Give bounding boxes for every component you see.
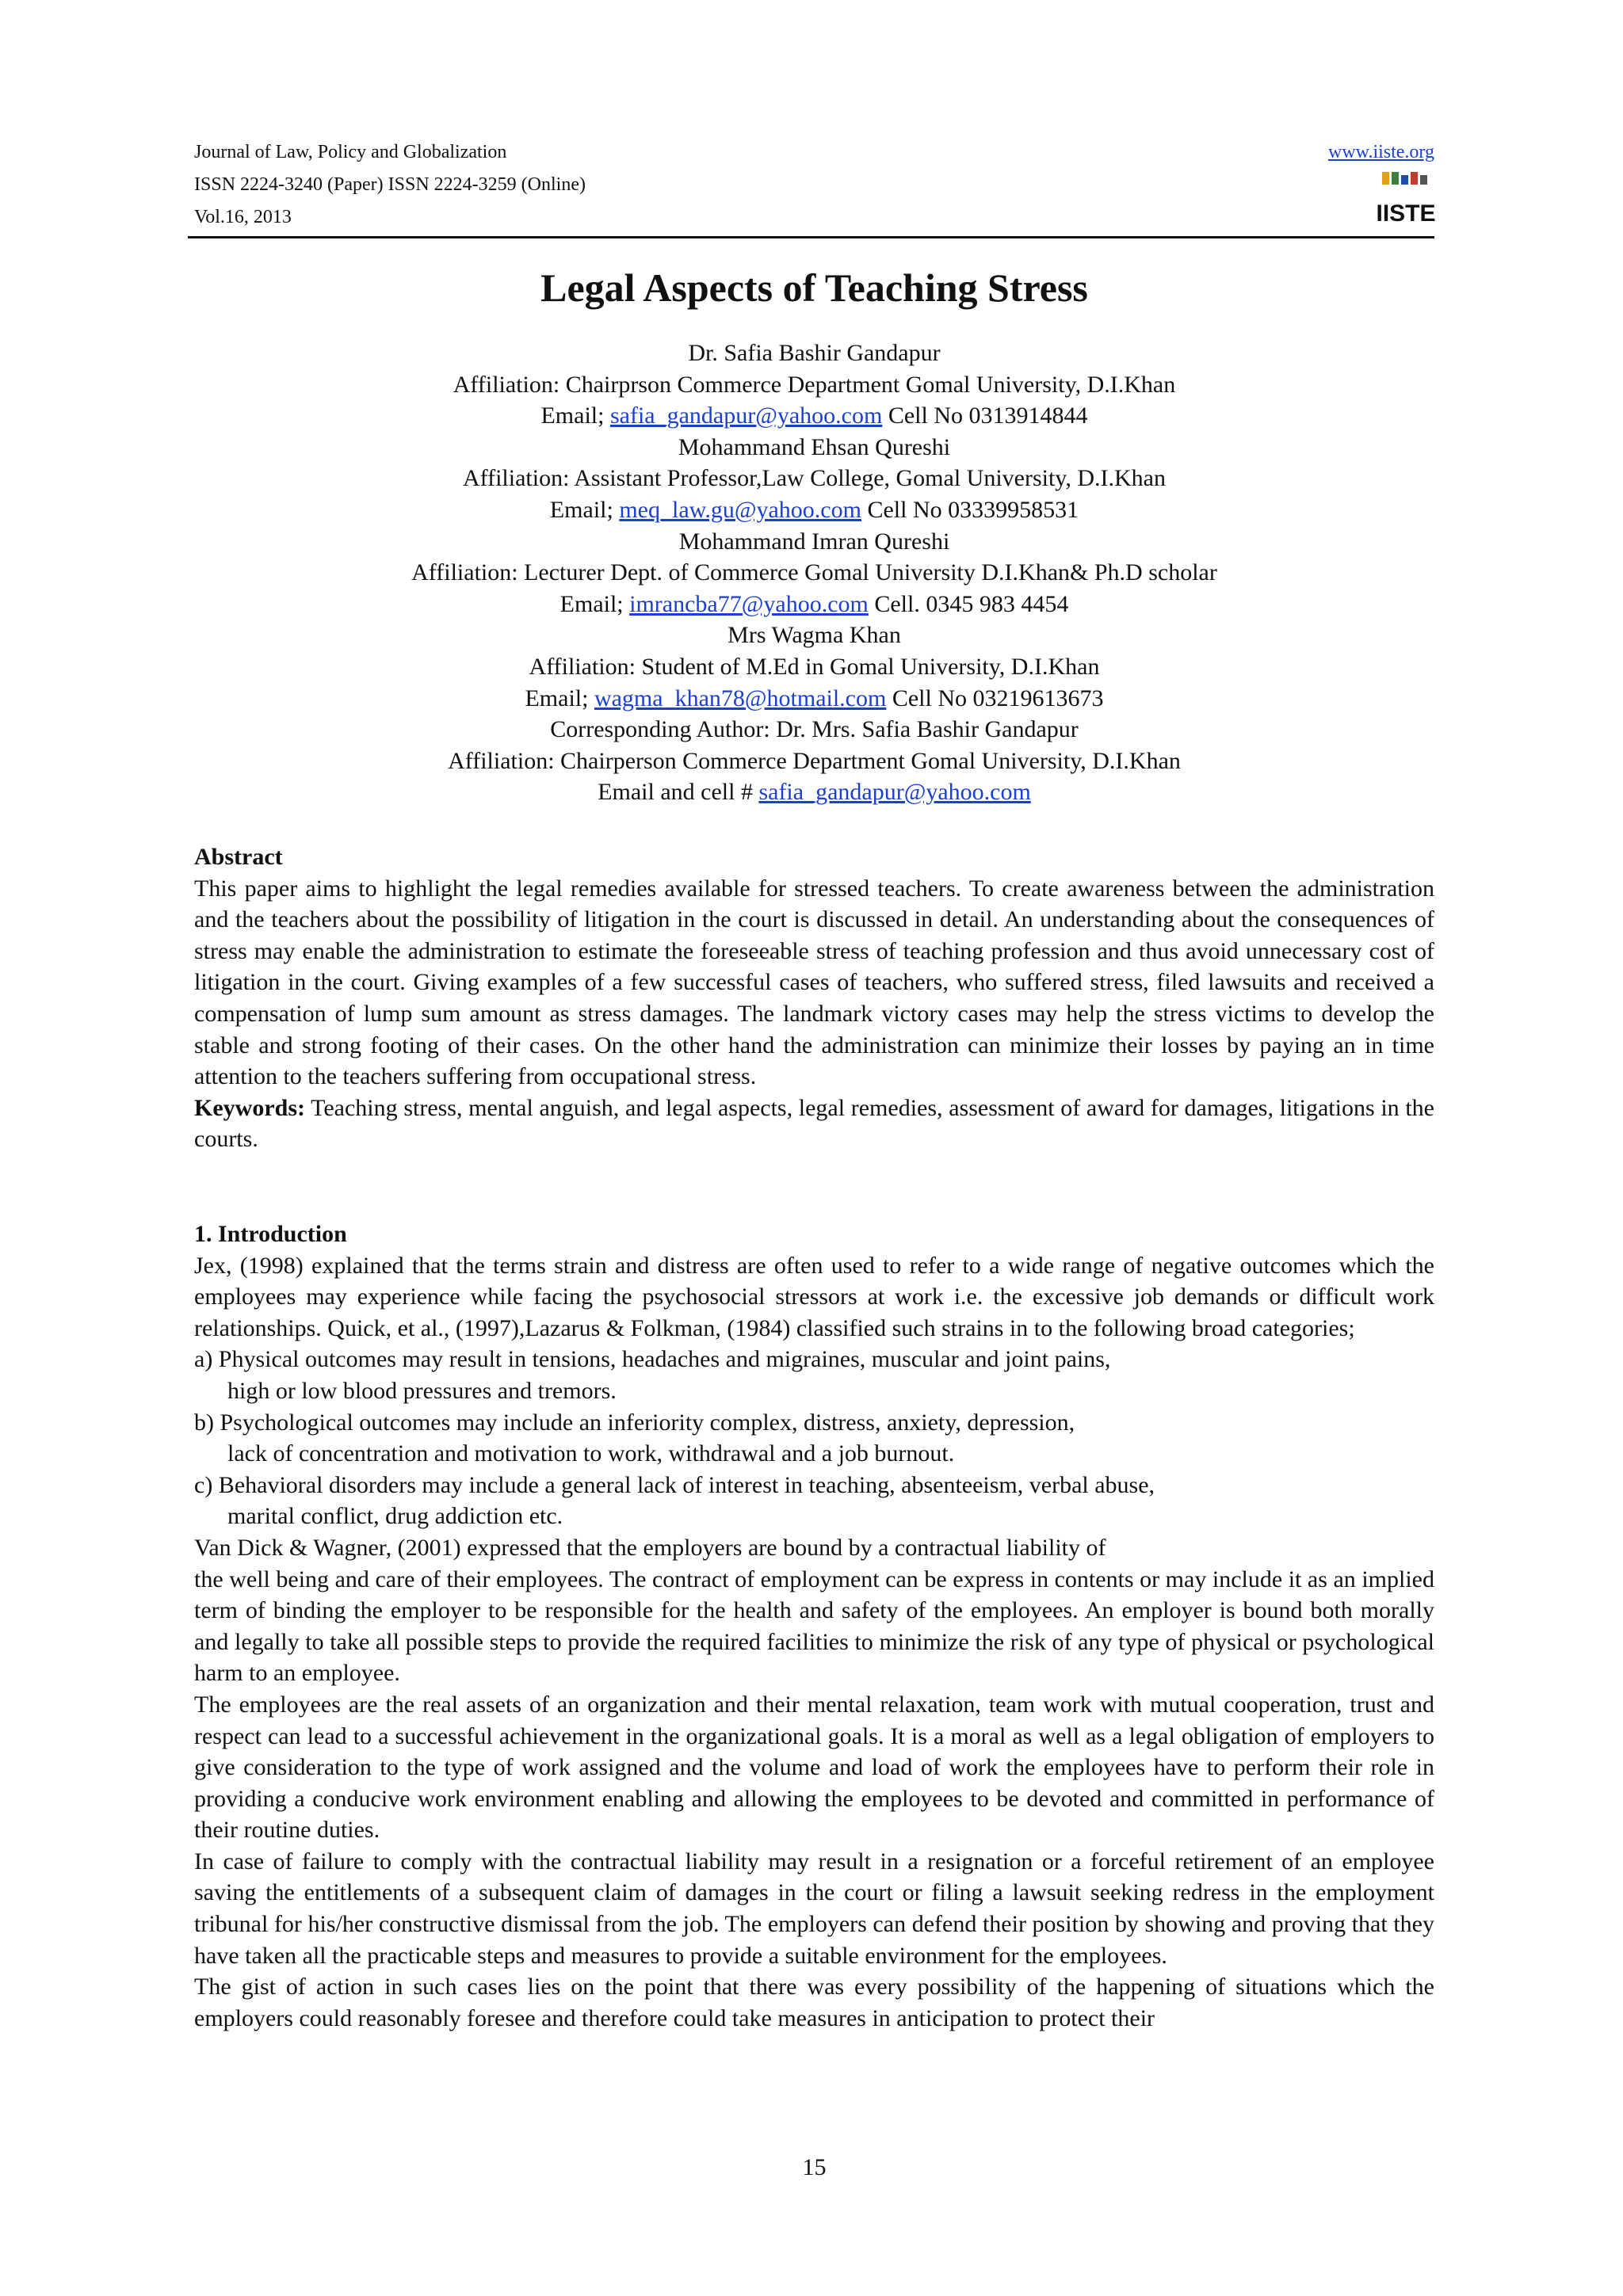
email-link[interactable]: safia_gandapur@yahoo.com bbox=[609, 402, 883, 429]
iiste-logo-icon bbox=[1376, 170, 1436, 227]
abstract-section bbox=[194, 841, 1434, 1155]
paragraph: The employees are the real assets of an organization and their mental relaxation, team work with mutual cooperation, trust and respect can lead to a successful achievement in the organizational goals. It is a moral as well as a legal obligation of employers to give consideration to the type of work assigned and the volume and load of work the employees have to perform their role in providing a conducive work environment enabling and allowing the employees to be devoted and committed in performance of their routine duties. bbox=[194, 1691, 1434, 1844]
introduction-heading: 1. Introduction bbox=[194, 1221, 347, 1247]
author-line: Mohammand Ehsan Qureshi bbox=[678, 433, 951, 460]
running-header bbox=[194, 136, 1434, 235]
author-line: Mrs Wagma Khan bbox=[727, 622, 901, 649]
author-block bbox=[194, 338, 1434, 808]
email-line: Email; safia_gandapur@yahoo.com Cell No 0313914844 bbox=[540, 402, 1088, 429]
keywords-text: Teaching stress, mental anguish, and legal aspects, legal remedies, assessment of award for damages, litigations in the courts. bbox=[194, 1094, 1434, 1153]
header-rule bbox=[188, 236, 1434, 238]
affiliation-line: Affiliation: Assistant Professor,Law College, Gomal University, D.I.Khan bbox=[462, 465, 1166, 492]
paragraph: In case of failure to comply with the contractual liability may result in a resignation or a forceful retirement of an employee saving the entitlements of a subsequent claim of damages in the court or filing a lawsuit seeking redress in the employment tribunal for his/her constructive dismissal from the job. The employers can defend their position by showing and proving that they have taken all the practicable steps and measures to provide a suitable environment for the employees. bbox=[194, 1848, 1434, 1969]
author-line: Dr. Safia Bashir Gandapur bbox=[688, 340, 941, 366]
list-item: c) Behavioral disorders may include a general lack of interest in teaching, absenteeism, verbal abuse, marital conflict, drug addiction etc. bbox=[194, 1471, 1155, 1530]
affiliation-line: Affiliation: Student of M.Ed in Gomal University, D.I.Khan bbox=[529, 653, 1100, 680]
logo-lettering: IISTE bbox=[1376, 200, 1436, 227]
journal-name: Journal of Law, Policy and Globalization bbox=[194, 142, 507, 162]
email-link[interactable]: wagma_khan78@hotmail.com bbox=[594, 685, 887, 711]
affiliation-line: Affiliation: Chairperson Commerce Department Gomal University, D.I.Khan bbox=[448, 747, 1181, 774]
email-line: Email and cell # safia_gandapur@yahoo.com bbox=[598, 779, 1031, 806]
website-link[interactable]: www.iiste.org bbox=[1328, 142, 1434, 162]
keywords-label: Keywords: bbox=[194, 1094, 305, 1121]
email-link[interactable]: safia_gandapur@yahoo.com bbox=[758, 779, 1031, 806]
introduction-section bbox=[194, 1219, 1434, 2034]
keywords-paragraph bbox=[194, 1093, 1434, 1155]
list-item: b) Psychological outcomes may include an inferiority complex, distress, anxiety, depression, lack of concentration and motivation to work, withdrawal and a job burnout. bbox=[194, 1409, 1075, 1467]
affiliation-line: Affiliation: Chairprson Commerce Department Gomal University, D.I.Khan bbox=[453, 371, 1176, 398]
abstract-text: This paper aims to highlight the legal remedies available for stressed teachers. To create awareness between the administration and the teachers about the possibility of litigation in the court is discussed in detail. An understanding about the consequences of stress may enable the administration to estimate the foreseeable stress of teaching profession and thus avoid unnecessary cost of litigation in the court. Giving examples of a few successful cases of teachers, who suffered stress, filed lawsuits and received a compensation of lump sum amount as stress damages. The landmark victory cases may help the stress victims to develop the stable and strong footing of their cases. On the other hand the administration can minimize their losses by paying an in time attention to the teachers suffering from occupational stress. bbox=[194, 875, 1434, 1090]
issn-line: ISSN 2224-3240 (Paper) ISSN 2224-3259 (Online) bbox=[194, 174, 586, 195]
journal-website bbox=[1328, 136, 1434, 169]
list-item: a) Physical outcomes may result in tensions, headaches and migraines, muscular and joint pains, high or low blood pressures and tremors. bbox=[194, 1346, 1111, 1404]
corresponding-author-line: Corresponding Author: Dr. Mrs. Safia Bashir Gandapur bbox=[550, 716, 1079, 743]
paragraph: The gist of action in such cases lies on the point that there was every possibility of the happening of situations which the employers could reasonably foresee and therefore could take measures in anticipation to protect their bbox=[194, 1974, 1434, 2031]
email-line: Email; wagma_khan78@hotmail.com Cell No 03219613673 bbox=[525, 685, 1104, 711]
paper-title: Legal Aspects of Teaching Stress bbox=[540, 265, 1088, 310]
email-line: Email; imrancba77@yahoo.com Cell. 0345 983 4454 bbox=[559, 590, 1069, 617]
paragraph-first-line: Van Dick & Wagner, (2001) expressed that the employers are bound by a contractual liability of bbox=[194, 1534, 1106, 1561]
affiliation-line: Affiliation: Lecturer Dept. of Commerce Gomal University D.I.Khan& Ph.D scholar bbox=[411, 559, 1217, 586]
abstract-heading: Abstract bbox=[194, 844, 283, 870]
volume-line: Vol.16, 2013 bbox=[194, 207, 292, 227]
page-number: 15 bbox=[802, 2154, 827, 2180]
paragraph: the well being and care of their employees. The contract of employment can be express in contents or may include it as an implied term of binding the employer to be responsible for the health and safety of the employees. An employer is bound both morally and legally to take all possible steps to provide the required facilities to minimize the risk of any type of physical or psychological harm to an employee. bbox=[194, 1566, 1434, 1687]
email-link[interactable]: meq_law.gu@yahoo.com bbox=[619, 496, 861, 523]
email-line: Email; meq_law.gu@yahoo.com Cell No 03339958531 bbox=[549, 496, 1079, 523]
paragraph: Jex, (1998) explained that the terms strain and distress are often used to refer to a wide range of negative outcomes which the employees may experience while facing the psychosocial stressors at work i.e. the excessive job demands or difficult work relationships. Quick, et al., (1997),Lazarus & Folkman, (1984) classified such strains in to the following broad categories; bbox=[194, 1252, 1434, 1341]
email-link[interactable]: imrancba77@yahoo.com bbox=[629, 590, 869, 617]
journal-info bbox=[194, 136, 586, 234]
author-line: Mohammand Imran Qureshi bbox=[678, 528, 950, 555]
